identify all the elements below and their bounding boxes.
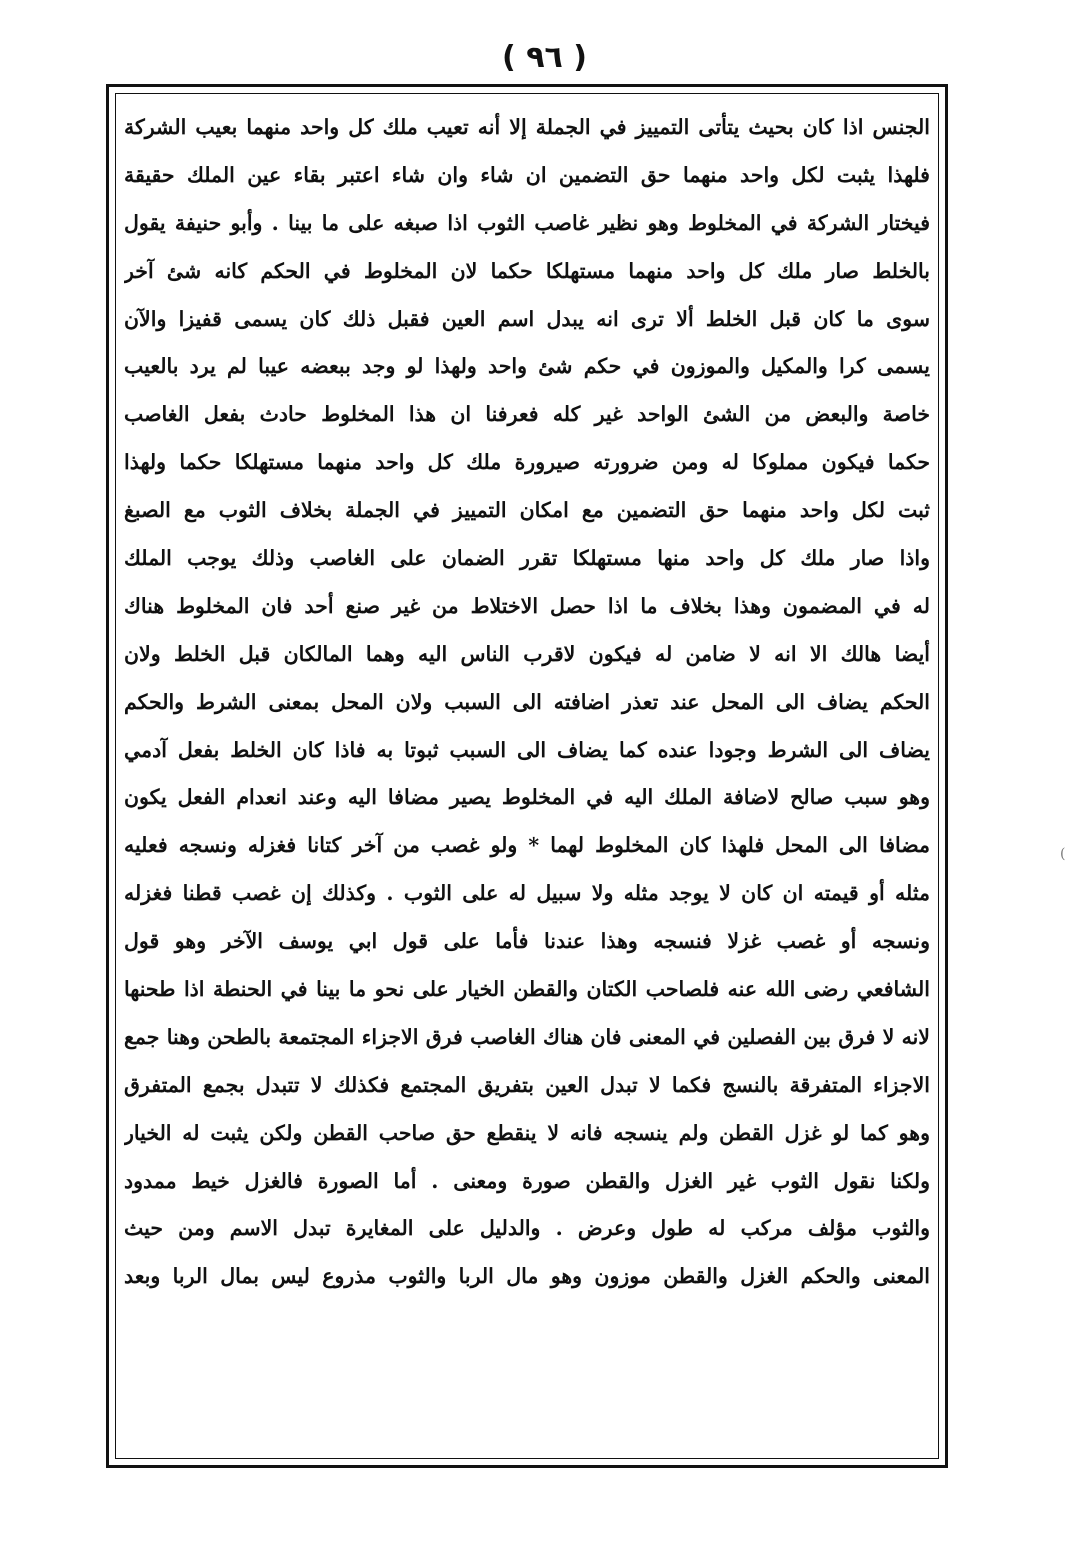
scan-speck: (	[1060, 846, 1066, 862]
text-line: سوى ما كان قبل الخلط ألا ترى انه يبدل اسم العين فقبل ذلك كان يسمى قفيزا والآن	[124, 306, 930, 331]
text-line: حكما فيكون مملوكا له ومن ضرورته صيرورة ملك كل واحد منهما مستهلكا حكما ولهذا	[124, 450, 930, 475]
text-line: يضاف الى الشرط وجودا عنده كما يضاف الى السبب ثبوتا به فاذا كان الخلط بفعل آدمي	[124, 737, 930, 762]
text-line: والثوب مؤلف مركب له طول وعرض . والدليل على المغايرة تبدل الاسم ومن حيث	[124, 1216, 930, 1241]
text-line: الحكم يضاف الى المحل عند تعذر اضافته الى السبب ولان المحل بمعنى الشرط والحكم	[124, 689, 930, 714]
text-line: بالخلط صار ملك كل واحد منهما مستهلكا حكما لان المخلوط في الحكم كانه شئ آخر	[124, 258, 930, 283]
text-line: الشافعي رضى الله عنه فلصاحب الكتان والقطن الخيار على نحو ما بينا في الحنطة اذا طحنها	[124, 977, 930, 1002]
text-line: الاجزاء المتفرقة بالنسج فكما لا تبدل العين بتفريق المجتمع فكذلك لا تتبدل بجمع المتفرق	[124, 1072, 930, 1097]
text-line: خاصة والبعض من الشئ الواحد غير كله فعرفنا ان هذا المخلوط حادث بفعل الغاصب	[124, 402, 930, 427]
text-line: لانه لا فرق بين الفصلين في المعنى فان هناك الغاصب فرق الاجزاء المجتمعة بالطحن وهنا جمع	[124, 1024, 930, 1049]
text-line: مثله أو قيمته ان كان لا يوجد مثله ولا سبيل له على الثوب . وكذلك إن غصب قطنا فغزله	[124, 881, 930, 906]
text-line: ثبت لكل واحد منهما حق التضمين مع امكان التمييز في الجملة بخلاف الثوب مع الصبغ	[124, 498, 930, 523]
body-text	[124, 104, 930, 1446]
text-line: فيختار الشركة في المخلوط وهو نظير غاصب الثوب اذا صبغه على ما بينا . وأبو حنيفة يقول	[124, 210, 930, 235]
text-line: فلهذا يثبت لكل واحد منهما حق التضمين ان شاء وان شاء اعتبر بقاء عين الملك حقيقة	[124, 162, 930, 187]
text-line: يسمى كرا والمكيل والموزون في حكم شئ واحد ولهذا لو وجد ببعضه عيبا لم يرد بالعيب	[124, 354, 930, 379]
text-line: الجنس اذا كان بحيث يتأتى التمييز في الجملة إلا أنه تعيب ملك كل واحد منهما بعيب الشركة	[124, 115, 930, 139]
text-line: وهو سبب صالح لاضافة الملك اليه في المخلوط يصير مضافا اليه وعند انعدام الفعل يكون	[124, 785, 930, 810]
text-line: وهو كما لو غزل القطن ولم ينسجه فانه لا ينقطع حق صاحب القطن ولكن يثبت له الخيار	[124, 1120, 930, 1145]
text-line: ولكنا نقول الثوب غير الغزل والقطن صورة ومعنى . أما الصورة فالغزل خيط ممدود	[124, 1168, 930, 1193]
text-line: ونسجه أو غصب غزلا فنسجه وهذا عندنا فأما على قول ابي يوسف الآخر وهو قول	[124, 929, 930, 954]
text-line: واذا صار ملك كل واحد منها مستهلكا تقرر الضمان على الغاصب وذلك يوجب الملك	[124, 546, 930, 571]
text-line: له في المضمون وهذا بخلاف ما اذا حصل الاختلاط من غير صنع أحد فان المخلوط هناك	[124, 593, 930, 618]
text-line: المعنى والحكم الغزل والقطن موزون وهو مال الربا والثوب مذروع ليس بمال الربا وبعد	[124, 1264, 930, 1289]
page-number: ( ٩٦ )	[502, 40, 587, 75]
text-line: مضافا الى المحل فلهذا كان المخلوط لهما * ولو غصب من آخر كتانا فغزله ونسجه فعليه	[124, 833, 930, 858]
text-line: أيضا هالك الا انه لا ضامن له فيكون لاقرب الناس اليه وهما المالكان قبل الخلط ولان	[124, 641, 930, 666]
